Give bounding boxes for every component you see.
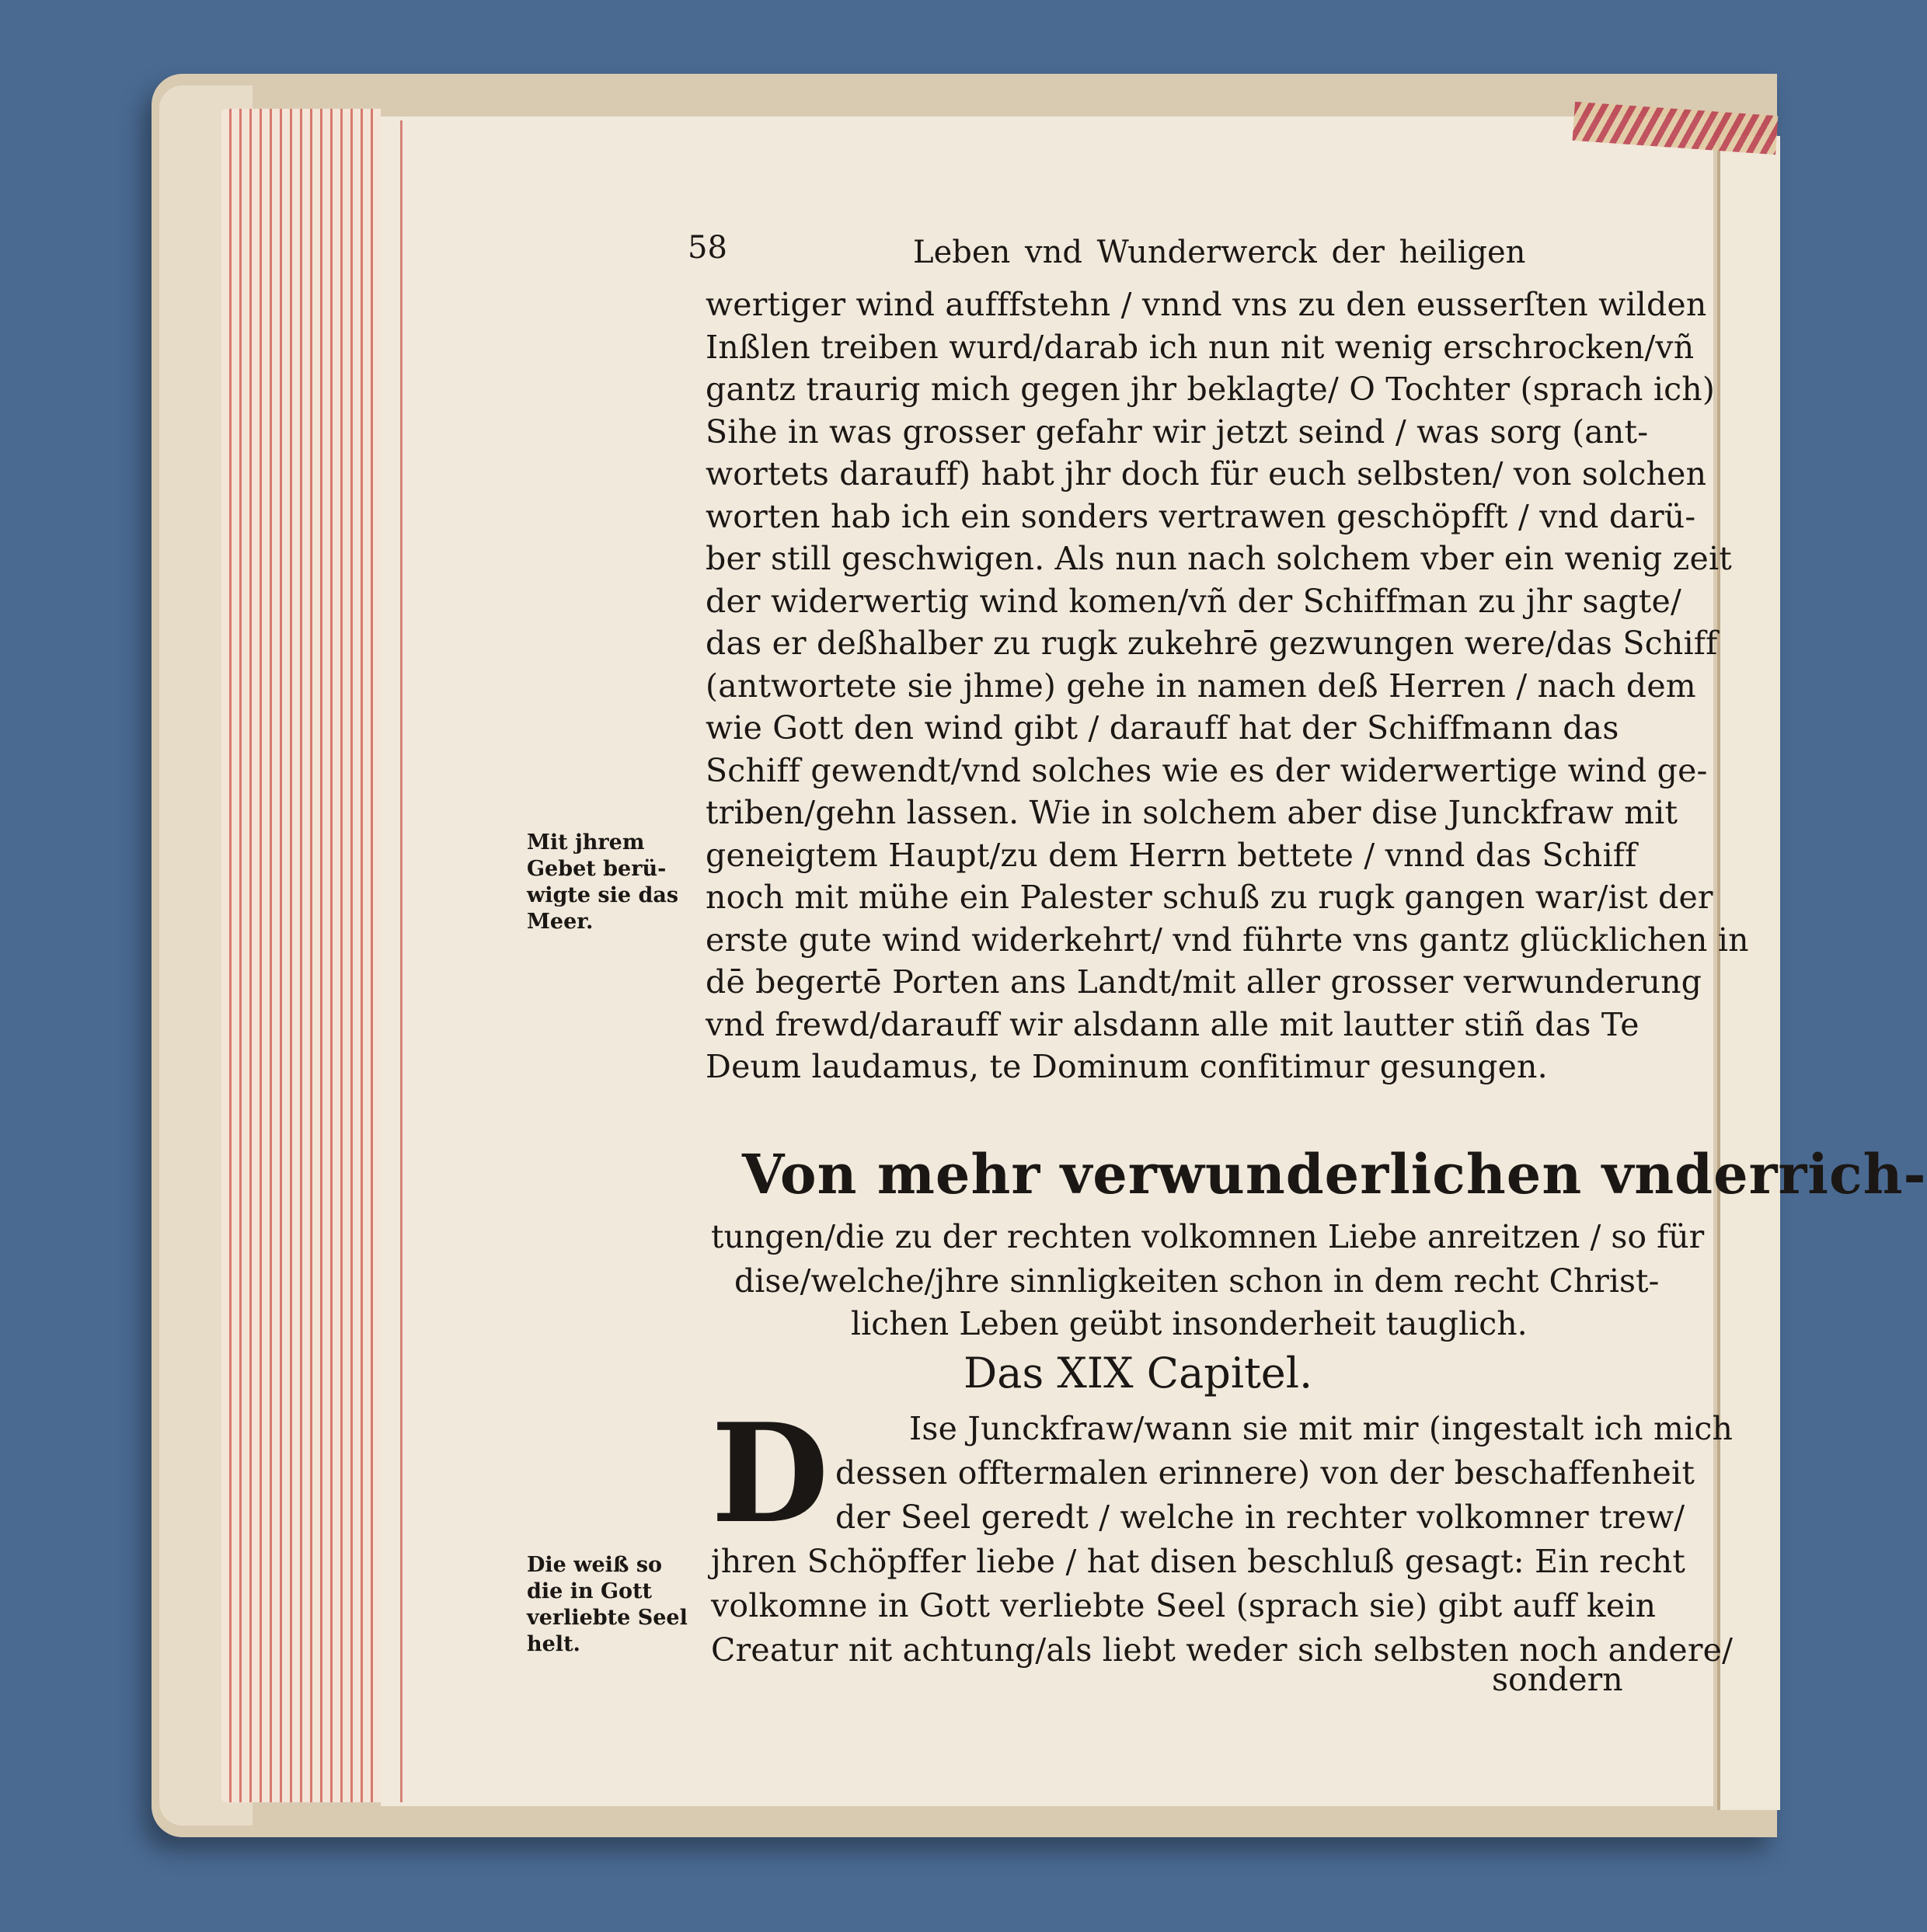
right-page-edge (1717, 136, 1780, 1810)
running-title: Leben vnd Wunderwerck der heiligen (913, 235, 1526, 270)
body-line: das er deßhalber zu rugk zukehrē gezwungen were/das Schiff (706, 625, 1718, 662)
body-line: dē begertē Porten ans Landt/mit aller grosser verwunderung (706, 963, 1702, 1001)
body-line: triben/gehn lassen. Wie in solchem aber dise Junckfraw mit (706, 794, 1678, 831)
body-line: der widerwertig wind komen/vñ der Schiffman zu jhr sagte/ (706, 582, 1681, 620)
margin-note-line: die in Gott (527, 1579, 653, 1603)
catchword: sondern (1492, 1661, 1623, 1698)
body-line: Deum laudamus, te Dominum confitimur gesungen. (706, 1048, 1548, 1085)
chapter-line: Ise Junckfraw/wann sie mit mir (ingestalt ich mich (909, 1410, 1734, 1447)
section-title-line4: lichen Leben geübt insonderheit tauglich. (851, 1305, 1528, 1342)
body-line: wertiger wind aufffstehn / vnnd vns zu den eusserſten wilden (706, 286, 1707, 323)
page-fore-edge (221, 109, 381, 1802)
chapter-line: Creatur nit achtung/als liebt weder sich selbsten noch andere/ (711, 1631, 1734, 1669)
margin-note-line: helt. (527, 1632, 580, 1656)
body-line: erste gute wind widerkehrt/ vnd führte vns gantz glücklichen in (706, 921, 1749, 959)
decorated-initial: D (711, 1394, 829, 1554)
body-line: (antwortete sie jhme) gehe in namen deß Herren / nach dem (706, 667, 1696, 705)
body-line: wie Gott den wind gibt / darauff hat der Schiffmann das (706, 709, 1619, 747)
margin-note-line: wigte sie das (527, 883, 679, 907)
body-line: wortets darauff) habt jhr doch für euch selbsten/ von solchen (706, 455, 1707, 493)
margin-note-line: Gebet berü- (527, 857, 667, 881)
margin-note-line: Meer. (527, 910, 594, 934)
chapter-heading: Das XIX Capitel. (964, 1349, 1313, 1398)
body-line: ber still geschwigen. Als nun nach solchem vber ein wenig zeit (706, 540, 1732, 577)
body-line: gantz traurig mich gegen jhr beklagte/ O Tochter (sprach ich) (706, 371, 1716, 408)
chapter-line: dessen offtermalen erinnere) von der beschaffenheit (835, 1454, 1695, 1492)
margin-note-line: Mit jhrem (527, 830, 645, 855)
body-line: worten hab ich ein sonders vertrawen geschöpfft / vnd darü- (706, 497, 1696, 535)
margin-note-line: Die weiß so (527, 1553, 663, 1577)
body-line: geneigtem Haupt/zu dem Herrn bettete / vnnd das Schiff (706, 836, 1637, 874)
body-line: noch mit mühe ein Palester schuß zu rugk gangen war/ist der (706, 879, 1713, 916)
body-line: vnd frewd/darauff wir alsdann alle mit lautter stiñ das Te (706, 1005, 1640, 1043)
section-title-line3: dise/welche/jhre sinnligkeiten schon in dem recht Christ- (734, 1262, 1660, 1300)
chapter-line: jhren Schöpffer liebe / hat disen beschluß gesagt: Ein recht (711, 1543, 1685, 1580)
body-line: Schiff gewendt/vnd solches wie es der widerwertige wind ge- (706, 751, 1708, 789)
chapter-line: der Seel geredt / welche in rechter volkomner trew/ (835, 1499, 1685, 1536)
page-number: 58 (688, 230, 727, 266)
section-title-line1: Von mehr verwunderlichen vnderrich- (742, 1142, 1927, 1206)
body-line: Sihe in was grosser gefahr wir jetzt seind / was sorg (ant- (706, 413, 1649, 451)
body-line: Inßlen treiben wurd/darab ich nun nit wenig erschrocken/vñ (706, 328, 1695, 366)
margin-note (527, 1552, 688, 1658)
margin-note (527, 830, 678, 935)
page-red-rule (400, 120, 402, 1802)
chapter-line: volkomne in Gott verliebte Seel (sprach sie) gibt auff kein (711, 1587, 1657, 1624)
margin-note-line: verliebte Seel (527, 1606, 688, 1630)
section-title-line2: tungen/die zu der rechten volkomnen Liebe anreitzen / so für (711, 1218, 1705, 1255)
